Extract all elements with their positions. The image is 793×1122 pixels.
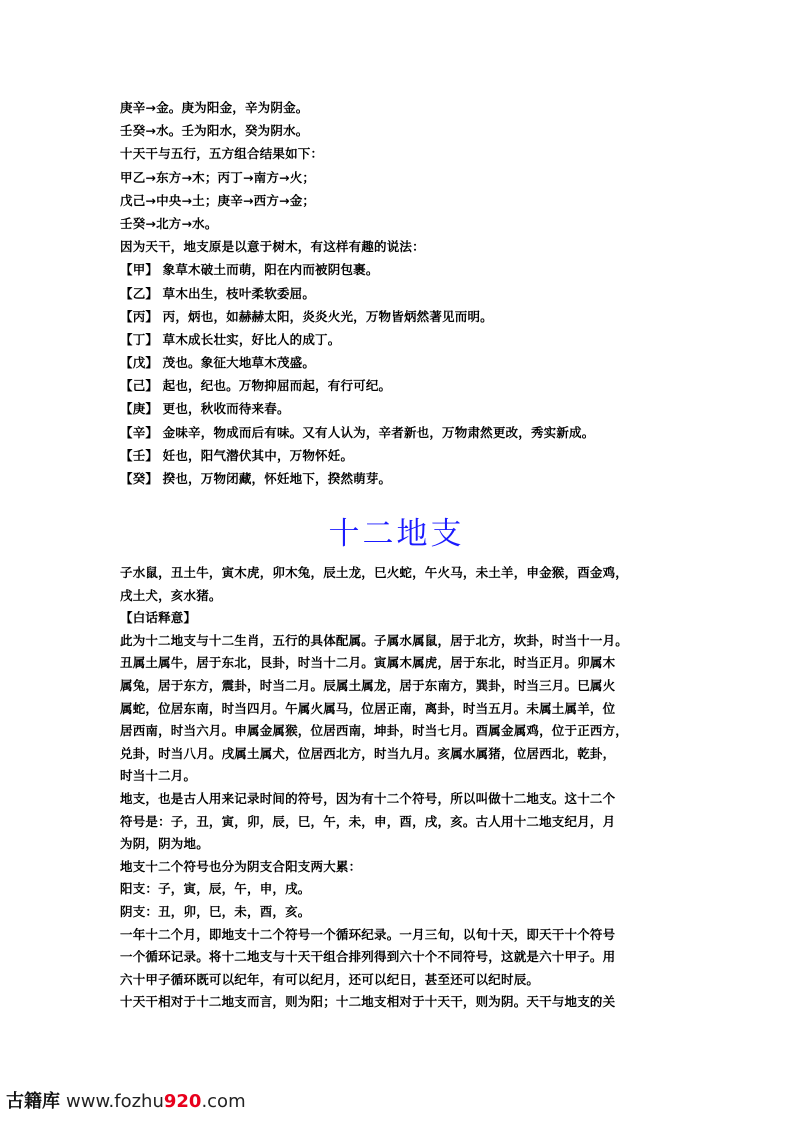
text-line: 为阴，阴为地。 — [120, 836, 209, 852]
text-line: 戊己→中央→土；庚辛→西方→金； — [120, 192, 316, 208]
stem-line-wu: 【戊】 茂也。象征大地草木茂盛。 — [120, 355, 316, 371]
text-line: 壬癸→北方→水。 — [120, 215, 218, 231]
text-line: 地支，也是古人用来记录时间的符号，因为有十二个符号，所以叫做十二地支。这十二个 — [120, 790, 616, 806]
text-line: 一个循环记录。将十二地支与十天干组合排列得到六十个不同符号，这就是六十甲子。用 — [120, 949, 616, 965]
text-line: 戌土犬，亥水猪。 — [120, 587, 222, 603]
stem-line-ding: 【丁】 草木成长壮实，好比人的成丁。 — [120, 331, 341, 347]
stem-line-ren: 【壬】 妊也，阳气潜伏其中，万物怀妊。 — [120, 447, 354, 463]
watermark-url-prefix: www.fozhu — [66, 1091, 164, 1112]
stem-line-bing: 【丙】 丙，炳也，如赫赫太阳，炎炎火光，万物皆炳然著见而明。 — [120, 308, 493, 324]
text-line: 居西南，时当六月。申属金属猴，位居西南，坤卦，时当七月。酉属金属鸡，位于正西方， — [120, 723, 629, 739]
text-line: 十天干与五行，五方组合结果如下： — [120, 146, 324, 162]
watermark-url-number: 920 — [163, 1091, 202, 1112]
text-line: 兑卦，时当八月。戌属土属犬，位居西北方，时当九月。亥属水属猪，位居西北，乾卦， — [120, 745, 616, 761]
watermark-brand: 古籍库 — [6, 1091, 60, 1112]
text-line: 时当十二月。 — [120, 768, 197, 784]
stem-line-geng: 【庚】 更也，秋收而待来春。 — [120, 401, 290, 417]
text-line: 一年十二个月，即地支十二个符号一个循环纪录。一月三旬，以旬十天，即天干十个符号 — [120, 926, 616, 942]
text-line: 符号是：子，丑，寅，卯，辰，巳，午，未，申，酉，戌，亥。古人用十二地支纪月，月 — [120, 813, 616, 829]
text-line: 【白话释意】 — [120, 610, 197, 626]
text-line: 属兔，居于东方，震卦，时当二月。辰属土属龙，居于东南方，巽卦，时当三月。巳属火 — [120, 677, 616, 693]
text-line: 因为天干，地支原是以意于树木，有这样有趣的说法： — [120, 239, 425, 255]
stem-line-ji: 【己】 起也，纪也。万物抑屈而起，有行可纪。 — [120, 378, 392, 394]
text-line: 甲乙→东方→木；丙丁→南方→火； — [120, 169, 316, 185]
stem-line-jia: 【甲】 象草木破土而萌，阳在内而被阴包裹。 — [120, 262, 379, 278]
text-line: 子水鼠，丑土牛，寅木虎，卯木兔，辰土龙，巳火蛇，午火马，未土羊，申金猴，酉金鸡， — [120, 565, 629, 580]
watermark-url-suffix: .com — [201, 1091, 246, 1112]
section-heading: 十二地支 — [328, 516, 465, 552]
text-line: 十天干相对于十二地支而言，则为阳；十二地支相对于十天干，则为阴。天干与地支的关 — [120, 994, 616, 1010]
intro-text-block — [120, 96, 680, 490]
text-line: 阴支：丑，卯，巳，未，酉，亥。 — [120, 903, 311, 919]
text-line: 六十甲子循环既可以纪年，有可以纪月，还可以纪日，甚至还可以纪时辰。 — [120, 971, 540, 987]
text-line: 壬癸→水。壬为阳水，癸为阴水。 — [120, 123, 309, 139]
stem-line-yi: 【乙】 草木出生，枝叶柔软委屈。 — [120, 285, 316, 301]
text-line: 庚辛→金。庚为阳金，辛为阴金。 — [120, 100, 309, 115]
text-line: 属蛇，位居东南，时当四月。午属火属马，位居正南，离卦，时当五月。未属土属羊，位 — [120, 700, 616, 716]
stem-line-gui: 【癸】 揆也，万物闭藏，怀妊地下，揆然萌芽。 — [120, 471, 392, 486]
text-line: 丑属土属牛，居于东北，艮卦，时当十二月。寅属木属虎，居于东北，时当正月。卯属木 — [120, 655, 616, 671]
text-line: 地支十二个符号也分为阴支合阳支两大累： — [120, 858, 362, 874]
branches-text-block — [120, 562, 680, 1014]
text-line: 此为十二地支与十二生肖，五行的具体配属。子属水属鼠，居于北方，坎卦，时当十一月。 — [120, 632, 629, 648]
site-watermark — [6, 1087, 246, 1113]
text-line: 阳支：子，寅，辰，午，申，戌。 — [120, 881, 311, 897]
stem-line-xin: 【辛】 金味辛，物成而后有味。又有人认为，辛者新也，万物肃然更改，秀实新成。 — [120, 424, 595, 440]
